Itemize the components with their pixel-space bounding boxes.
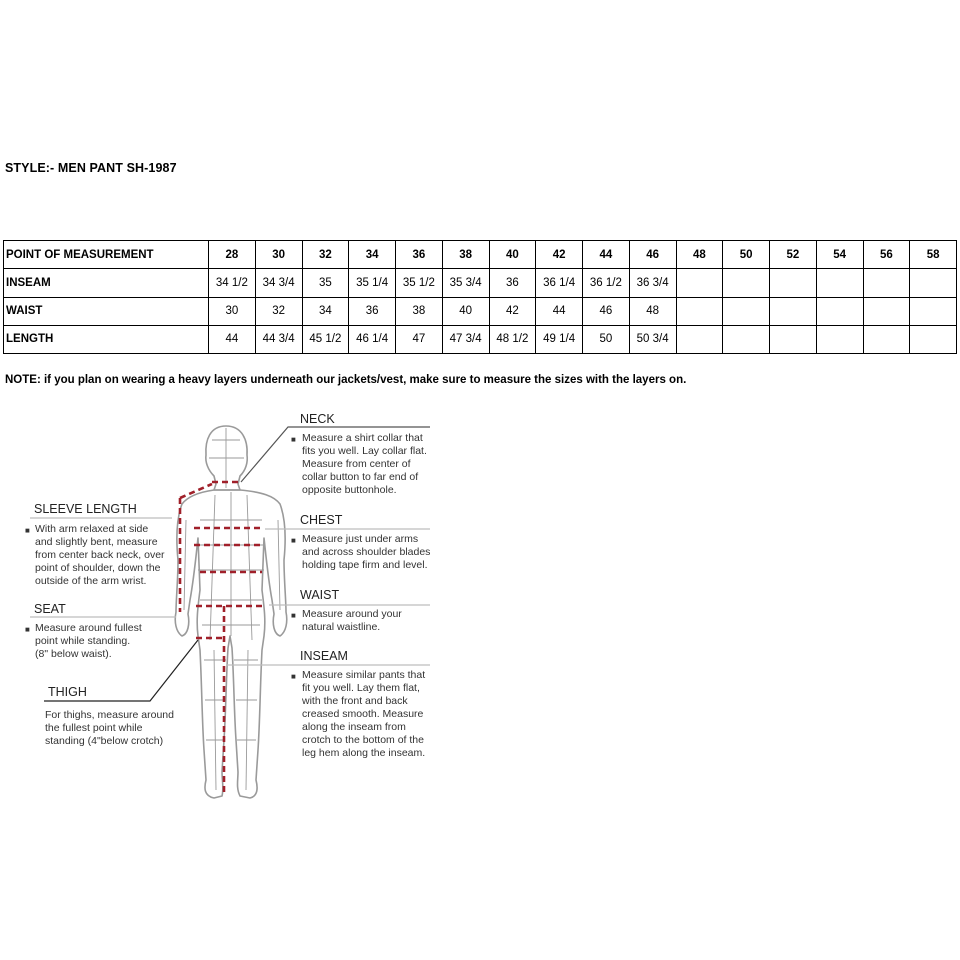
size-header-cell: 34 [349,241,396,269]
table-cell: 44 [536,297,583,325]
table-cell [863,269,910,297]
sleeve-length-title: SLEEVE LENGTH [34,502,137,516]
size-header-cell: 28 [209,241,256,269]
size-header-cell: 40 [489,241,536,269]
svg-text:leg hem along the inseam.: leg hem along the inseam. [302,747,426,759]
body-figure [175,426,287,798]
size-header-cell: 36 [396,241,443,269]
table-cell: 46 [583,297,630,325]
table-row [4,269,957,297]
table-cell: 34 1/2 [209,269,256,297]
table-cell: 35 3/4 [442,269,489,297]
svg-text:fit you well. Lay them flat,: fit you well. Lay them flat, [302,682,420,694]
table-cell: 35 1/4 [349,269,396,297]
table-cell [723,297,770,325]
svg-text:collar button to far end of: collar button to far end of [302,471,419,483]
svg-text:For thighs, measure around: For thighs, measure around [45,709,174,721]
header-label: POINT OF MEASUREMENT [4,241,209,269]
size-header-cell: 46 [629,241,676,269]
table-cell: 49 1/4 [536,325,583,353]
inseam-title: INSEAM [300,649,348,663]
svg-text:Measure similar pants that: Measure similar pants that [302,669,426,681]
svg-text:Measure just under arms: Measure just under arms [302,533,419,545]
table-cell: 36 1/2 [583,269,630,297]
table-cell: 38 [396,297,443,325]
svg-text:With arm relaxed at side: With arm relaxed at side [35,523,149,535]
chest-annotation [291,513,430,571]
svg-text:Measure a shirt collar that: Measure a shirt collar that [302,432,423,444]
table-cell: 36 [489,269,536,297]
table-cell [863,325,910,353]
svg-text:(8" below waist).: (8" below waist). [35,648,112,660]
size-header-cell: 56 [863,241,910,269]
seat-title: SEAT [34,602,66,616]
table-cell: 36 [349,297,396,325]
size-header-cell: 58 [910,241,957,269]
svg-text:fits you well. Lay collar flat: fits you well. Lay collar flat. [302,445,427,457]
table-cell: 35 1/2 [396,269,443,297]
layering-note: NOTE: if you plan on wearing a heavy layers underneath our jackets/vest, make sure to measure the sizes with the layers on. [5,374,687,386]
size-header-cell: 50 [723,241,770,269]
measurement-tapes [180,482,266,796]
table-row [4,325,957,353]
svg-text:■: ■ [291,536,296,545]
svg-text:■: ■ [291,672,296,681]
svg-text:holding tape firm and level.: holding tape firm and level. [302,559,428,571]
size-header-cell: 54 [816,241,863,269]
waist-annotation [291,588,402,633]
table-cell: 36 1/4 [536,269,583,297]
table-cell [910,269,957,297]
svg-text:■: ■ [25,526,30,535]
svg-text:outside of the arm wrist.: outside of the arm wrist. [35,575,147,587]
table-cell: 35 [302,269,349,297]
table-cell: 42 [489,297,536,325]
table-cell [863,297,910,325]
table-cell [676,297,723,325]
table-cell: 44 [209,325,256,353]
svg-text:Measure around fullest: Measure around fullest [35,622,142,634]
table-cell [816,269,863,297]
svg-text:■: ■ [25,625,30,634]
table-cell [770,297,817,325]
table-cell: 30 [209,297,256,325]
table-cell [770,325,817,353]
table-cell: 34 [302,297,349,325]
table-cell: 40 [442,297,489,325]
neck-title: NECK [300,412,335,426]
table-cell [816,297,863,325]
table-cell [723,325,770,353]
svg-text:natural waistline.: natural waistline. [302,621,381,633]
table-cell [910,325,957,353]
table-header-row [4,241,957,269]
table-cell: 47 3/4 [442,325,489,353]
table-cell: 32 [255,297,302,325]
table-cell: 46 1/4 [349,325,396,353]
chest-title: CHEST [300,513,343,527]
table-cell [676,269,723,297]
row-label: LENGTH [4,325,209,353]
neck-annotation [291,412,427,496]
waist-title: WAIST [300,588,340,602]
table-cell [910,297,957,325]
svg-text:creased smooth. Measure: creased smooth. Measure [302,708,424,720]
svg-text:from center back neck, over: from center back neck, over [35,549,165,561]
size-header-cell: 44 [583,241,630,269]
table-cell: 48 1/2 [489,325,536,353]
style-title: STYLE:- MEN PANT SH-1987 [5,161,177,175]
table-cell: 36 3/4 [629,269,676,297]
svg-text:opposite buttonhole.: opposite buttonhole. [302,484,397,496]
size-header-cell: 52 [770,241,817,269]
seat-annotation [25,602,142,660]
table-cell [723,269,770,297]
size-header-cell: 42 [536,241,583,269]
size-header-cell: 32 [302,241,349,269]
table-cell: 50 [583,325,630,353]
table-cell [770,269,817,297]
svg-text:along the inseam from: along the inseam from [302,721,406,733]
svg-text:point while standing.: point while standing. [35,635,131,647]
svg-text:Measure from center of: Measure from center of [302,458,411,470]
svg-text:Measure around your: Measure around your [302,608,402,620]
table-cell: 48 [629,297,676,325]
table-cell: 50 3/4 [629,325,676,353]
size-header-cell: 48 [676,241,723,269]
table-row [4,297,957,325]
svg-text:standing (4"below crotch): standing (4"below crotch) [45,735,164,747]
row-label: INSEAM [4,269,209,297]
svg-text:crotch to the bottom of the: crotch to the bottom of the [302,734,424,746]
row-label: WAIST [4,297,209,325]
svg-text:■: ■ [291,435,296,444]
svg-text:■: ■ [291,611,296,620]
thigh-title: THIGH [48,685,87,699]
table-cell [816,325,863,353]
svg-text:and across shoulder blades: and across shoulder blades [302,546,431,558]
table-cell: 44 3/4 [255,325,302,353]
svg-text:point of shoulder, down the: point of shoulder, down the [35,562,161,574]
sleeve-length-annotation [25,502,165,587]
size-header-cell: 38 [442,241,489,269]
table-cell [676,325,723,353]
svg-text:the fullest point while: the fullest point while [45,722,143,734]
table-cell: 34 3/4 [255,269,302,297]
svg-text:and slightly bent, measure: and slightly bent, measure [35,536,158,548]
size-chart-table [3,240,957,354]
size-header-cell: 30 [255,241,302,269]
table-cell: 45 1/2 [302,325,349,353]
measurement-diagram [0,400,960,820]
svg-text:with the front and back: with the front and back [302,695,408,707]
table-cell: 47 [396,325,443,353]
